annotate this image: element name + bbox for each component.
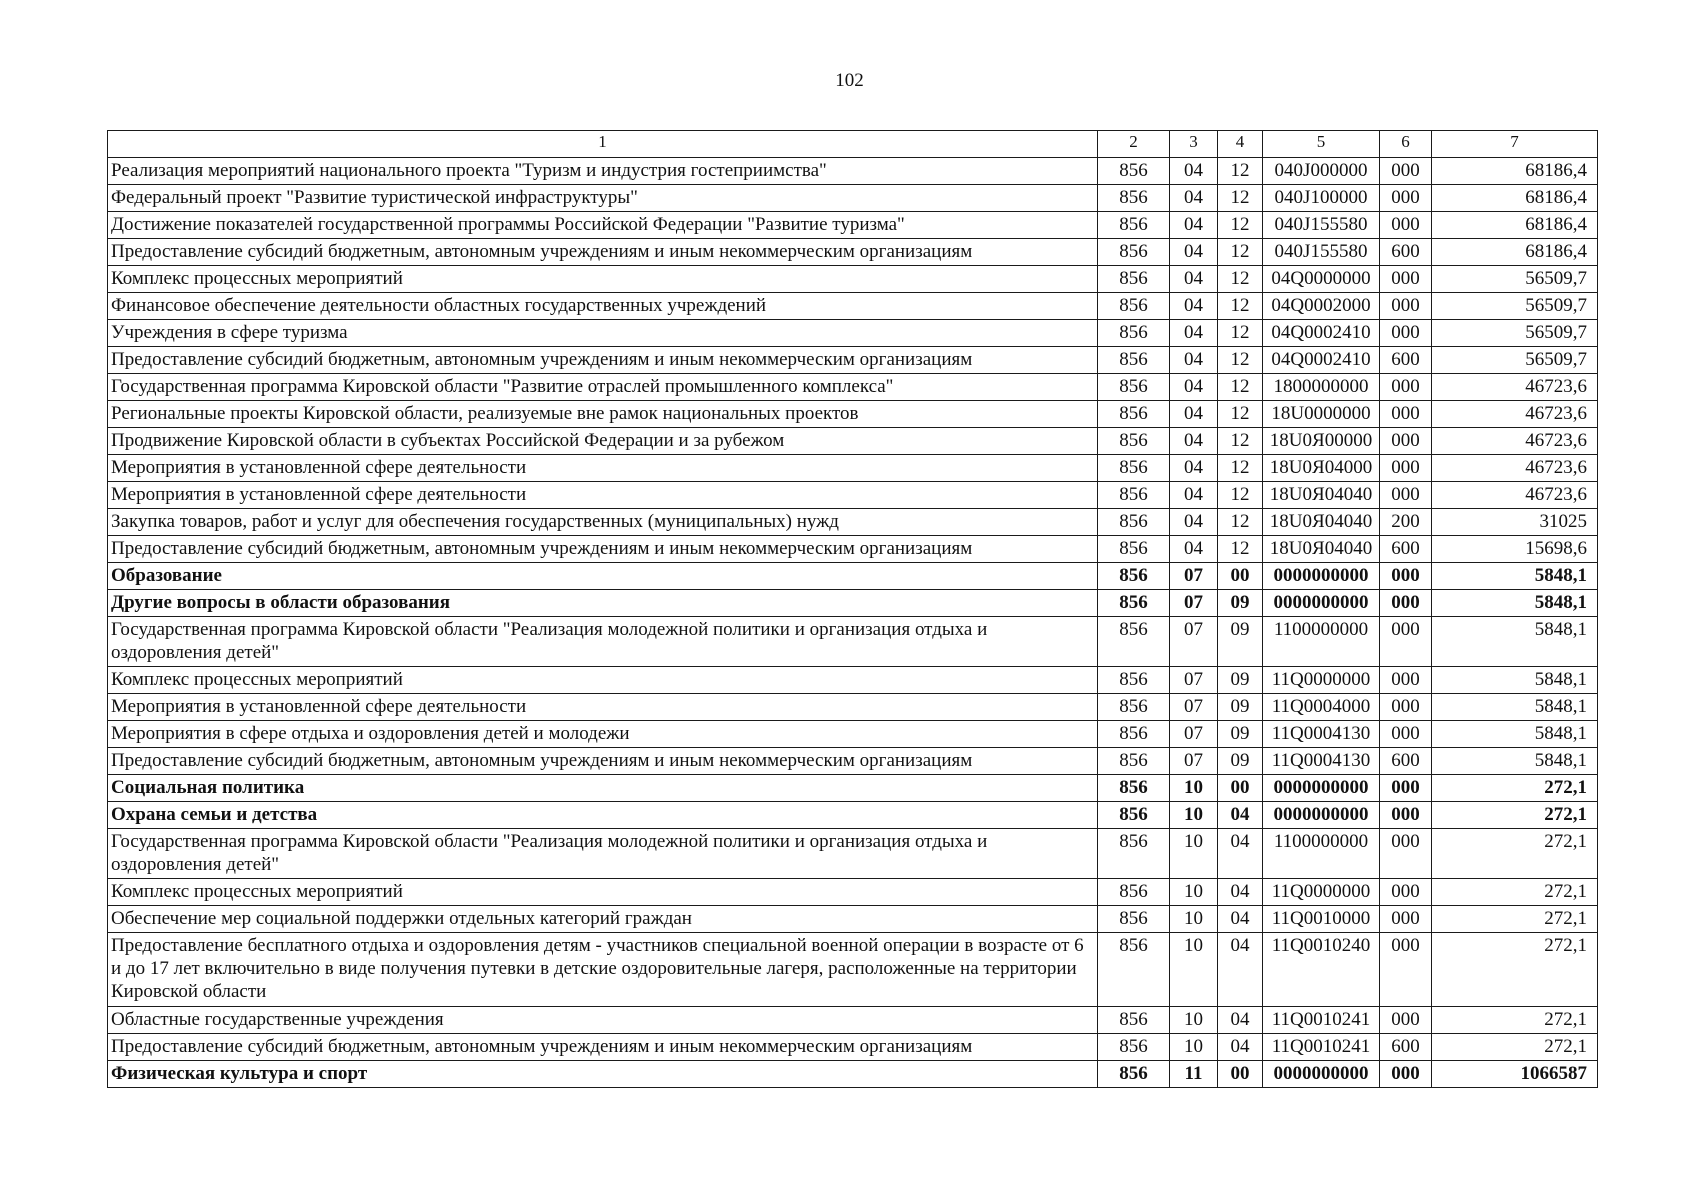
row-name: Мероприятия в установленной сфере деятельности [108,482,1098,509]
row-name: Областные государственные учреждения [108,1007,1098,1034]
row-name: Государственная программа Кировской области "Реализация молодежной политики и организация отдыха и оздоровления детей" [108,829,1098,879]
row-admin-code: 856 [1098,158,1170,185]
row-name: Предоставление субсидий бюджетным, автономным учреждениям и иным некоммерческим организациям [108,347,1098,374]
row-name: Закупка товаров, работ и услуг для обеспечения государственных (муниципальных) нужд [108,509,1098,536]
row-section-code: 07 [1170,721,1218,748]
row-target-article: 1800000000 [1263,374,1380,401]
row-target-article: 040J155580 [1263,212,1380,239]
row-target-article: 04Q0002410 [1263,347,1380,374]
row-expense-type: 000 [1380,563,1432,590]
row-admin-code: 856 [1098,1034,1170,1061]
table-row [108,347,1598,374]
row-subsection-code: 04 [1218,802,1263,829]
table-row [108,536,1598,563]
row-subsection-code: 12 [1218,401,1263,428]
row-amount: 5848,1 [1432,617,1598,667]
row-expense-type: 600 [1380,1034,1432,1061]
row-admin-code: 856 [1098,455,1170,482]
row-subsection-code: 04 [1218,829,1263,879]
row-amount: 5848,1 [1432,694,1598,721]
table-row [108,879,1598,906]
row-name: Физическая культура и спорт [108,1061,1098,1088]
row-subsection-code: 12 [1218,185,1263,212]
row-target-article: 11Q0004130 [1263,748,1380,775]
row-amount: 68186,4 [1432,185,1598,212]
row-admin-code: 856 [1098,667,1170,694]
row-expense-type: 000 [1380,374,1432,401]
row-name: Государственная программа Кировской области "Реализация молодежной политики и организация отдыха и оздоровления детей" [108,617,1098,667]
budget-table [107,130,1598,1088]
row-expense-type: 600 [1380,748,1432,775]
row-expense-type: 000 [1380,879,1432,906]
page-number: 102 [835,70,864,91]
row-section-code: 11 [1170,1061,1218,1088]
table-row [108,775,1598,802]
row-admin-code: 856 [1098,933,1170,1007]
row-section-code: 04 [1170,428,1218,455]
row-subsection-code: 00 [1218,563,1263,590]
table-row [108,482,1598,509]
table-row [108,1034,1598,1061]
row-expense-type: 000 [1380,185,1432,212]
row-subsection-code: 09 [1218,590,1263,617]
row-target-article: 0000000000 [1263,590,1380,617]
row-expense-type: 000 [1380,721,1432,748]
row-section-code: 07 [1170,617,1218,667]
column-header: 7 [1432,131,1598,158]
row-subsection-code: 12 [1218,374,1263,401]
row-name: Региональные проекты Кировской области, реализуемые вне рамок национальных проектов [108,401,1098,428]
row-target-article: 04Q0002410 [1263,320,1380,347]
row-expense-type: 000 [1380,667,1432,694]
row-section-code: 10 [1170,775,1218,802]
row-expense-type: 000 [1380,906,1432,933]
column-header: 3 [1170,131,1218,158]
row-section-code: 07 [1170,748,1218,775]
row-section-code: 04 [1170,401,1218,428]
row-admin-code: 856 [1098,293,1170,320]
row-admin-code: 856 [1098,401,1170,428]
row-target-article: 11Q0010240 [1263,933,1380,1007]
row-subsection-code: 09 [1218,667,1263,694]
row-name: Охрана семьи и детства [108,802,1098,829]
table-row [108,158,1598,185]
row-name: Мероприятия в сфере отдыха и оздоровления детей и молодежи [108,721,1098,748]
column-header: 6 [1380,131,1432,158]
row-expense-type: 600 [1380,347,1432,374]
row-section-code: 04 [1170,536,1218,563]
row-target-article: 11Q0000000 [1263,879,1380,906]
row-amount: 56509,7 [1432,266,1598,293]
row-admin-code: 856 [1098,775,1170,802]
row-subsection-code: 04 [1218,1007,1263,1034]
row-section-code: 10 [1170,879,1218,906]
row-expense-type: 000 [1380,401,1432,428]
row-target-article: 0000000000 [1263,1061,1380,1088]
row-target-article: 04Q0002000 [1263,293,1380,320]
table-row [108,1061,1598,1088]
row-subsection-code: 04 [1218,879,1263,906]
row-amount: 1066587 [1432,1061,1598,1088]
row-amount: 5848,1 [1432,563,1598,590]
row-expense-type: 600 [1380,536,1432,563]
table-row [108,694,1598,721]
row-expense-type: 000 [1380,212,1432,239]
row-amount: 5848,1 [1432,590,1598,617]
row-amount: 31025 [1432,509,1598,536]
row-admin-code: 856 [1098,1061,1170,1088]
row-admin-code: 856 [1098,374,1170,401]
row-section-code: 10 [1170,802,1218,829]
row-admin-code: 856 [1098,185,1170,212]
row-name: Учреждения в сфере туризма [108,320,1098,347]
row-name: Социальная политика [108,775,1098,802]
table-row [108,933,1598,1007]
row-name: Комплекс процессных мероприятий [108,266,1098,293]
row-section-code: 04 [1170,320,1218,347]
row-admin-code: 856 [1098,829,1170,879]
row-subsection-code: 09 [1218,748,1263,775]
table-row [108,1007,1598,1034]
table-row [108,212,1598,239]
row-target-article: 0000000000 [1263,802,1380,829]
table-row [108,563,1598,590]
row-section-code: 10 [1170,1007,1218,1034]
table-row [108,239,1598,266]
row-amount: 68186,4 [1432,158,1598,185]
table-row [108,293,1598,320]
row-admin-code: 856 [1098,428,1170,455]
row-section-code: 04 [1170,347,1218,374]
row-subsection-code: 12 [1218,266,1263,293]
row-name: Финансовое обеспечение деятельности областных государственных учреждений [108,293,1098,320]
row-target-article: 1100000000 [1263,829,1380,879]
table-row [108,667,1598,694]
row-amount: 272,1 [1432,802,1598,829]
row-section-code: 07 [1170,694,1218,721]
row-target-article: 11Q0010241 [1263,1034,1380,1061]
row-section-code: 10 [1170,933,1218,1007]
row-name: Предоставление субсидий бюджетным, автономным учреждениям и иным некоммерческим организациям [108,536,1098,563]
table-row [108,320,1598,347]
row-amount: 56509,7 [1432,320,1598,347]
row-section-code: 07 [1170,563,1218,590]
row-section-code: 04 [1170,482,1218,509]
row-amount: 46723,6 [1432,455,1598,482]
row-target-article: 18U0Я04040 [1263,482,1380,509]
row-admin-code: 856 [1098,320,1170,347]
row-subsection-code: 12 [1218,455,1263,482]
row-admin-code: 856 [1098,536,1170,563]
row-expense-type: 000 [1380,428,1432,455]
row-expense-type: 000 [1380,293,1432,320]
row-subsection-code: 12 [1218,509,1263,536]
row-expense-type: 000 [1380,617,1432,667]
column-header: 1 [108,131,1098,158]
row-section-code: 04 [1170,212,1218,239]
row-subsection-code: 12 [1218,482,1263,509]
row-subsection-code: 12 [1218,239,1263,266]
row-amount: 56509,7 [1432,347,1598,374]
row-expense-type: 000 [1380,1061,1432,1088]
table-row [108,802,1598,829]
row-section-code: 04 [1170,185,1218,212]
table-row [108,428,1598,455]
row-name: Другие вопросы в области образования [108,590,1098,617]
row-name: Предоставление субсидий бюджетным, автономным учреждениям и иным некоммерческим организациям [108,239,1098,266]
table-row [108,401,1598,428]
row-expense-type: 000 [1380,266,1432,293]
row-name: Федеральный проект "Развитие туристической инфраструктуры" [108,185,1098,212]
row-section-code: 10 [1170,906,1218,933]
row-target-article: 11Q0010241 [1263,1007,1380,1034]
row-amount: 272,1 [1432,933,1598,1007]
row-amount: 68186,4 [1432,239,1598,266]
table-row [108,617,1598,667]
row-name: Предоставление субсидий бюджетным, автономным учреждениям и иным некоммерческим организациям [108,748,1098,775]
row-expense-type: 000 [1380,590,1432,617]
table-row [108,509,1598,536]
row-admin-code: 856 [1098,212,1170,239]
row-target-article: 040J000000 [1263,158,1380,185]
row-admin-code: 856 [1098,266,1170,293]
row-amount: 5848,1 [1432,748,1598,775]
row-subsection-code: 04 [1218,933,1263,1007]
row-amount: 272,1 [1432,906,1598,933]
row-target-article: 11Q0010000 [1263,906,1380,933]
row-section-code: 04 [1170,374,1218,401]
row-subsection-code: 04 [1218,1034,1263,1061]
row-name: Образование [108,563,1098,590]
row-expense-type: 000 [1380,829,1432,879]
row-admin-code: 856 [1098,563,1170,590]
table-row [108,266,1598,293]
table-header-row [108,131,1598,158]
column-header: 4 [1218,131,1263,158]
row-amount: 5848,1 [1432,721,1598,748]
table-row [108,906,1598,933]
row-amount: 272,1 [1432,1007,1598,1034]
row-target-article: 040J100000 [1263,185,1380,212]
row-subsection-code: 04 [1218,906,1263,933]
row-admin-code: 856 [1098,347,1170,374]
table-row [108,590,1598,617]
row-expense-type: 000 [1380,694,1432,721]
row-expense-type: 200 [1380,509,1432,536]
column-header: 2 [1098,131,1170,158]
row-subsection-code: 12 [1218,347,1263,374]
row-name: Достижение показателей государственной программы Российской Федерации "Развитие туризма" [108,212,1098,239]
row-subsection-code: 00 [1218,1061,1263,1088]
row-amount: 46723,6 [1432,401,1598,428]
row-name: Государственная программа Кировской области "Развитие отраслей промышленного комплекса" [108,374,1098,401]
row-amount: 272,1 [1432,829,1598,879]
row-target-article: 040J155580 [1263,239,1380,266]
row-name: Обеспечение мер социальной поддержки отдельных категорий граждан [108,906,1098,933]
row-expense-type: 000 [1380,455,1432,482]
row-target-article: 18U0000000 [1263,401,1380,428]
row-amount: 15698,6 [1432,536,1598,563]
row-subsection-code: 12 [1218,293,1263,320]
row-section-code: 04 [1170,293,1218,320]
row-expense-type: 000 [1380,775,1432,802]
row-expense-type: 000 [1380,320,1432,347]
row-admin-code: 856 [1098,590,1170,617]
row-target-article: 1100000000 [1263,617,1380,667]
row-target-article: 18U0Я04000 [1263,455,1380,482]
row-expense-type: 000 [1380,1007,1432,1034]
row-expense-type: 000 [1380,933,1432,1007]
row-amount: 68186,4 [1432,212,1598,239]
row-amount: 46723,6 [1432,428,1598,455]
table-row [108,185,1598,212]
table-row [108,374,1598,401]
column-header: 5 [1263,131,1380,158]
row-target-article: 04Q0000000 [1263,266,1380,293]
row-admin-code: 856 [1098,906,1170,933]
row-name: Мероприятия в установленной сфере деятельности [108,694,1098,721]
row-amount: 46723,6 [1432,482,1598,509]
row-target-article: 18U0Я04040 [1263,536,1380,563]
row-admin-code: 856 [1098,1007,1170,1034]
row-expense-type: 600 [1380,239,1432,266]
row-section-code: 07 [1170,667,1218,694]
row-amount: 5848,1 [1432,667,1598,694]
row-admin-code: 856 [1098,694,1170,721]
row-admin-code: 856 [1098,239,1170,266]
row-section-code: 07 [1170,590,1218,617]
row-section-code: 04 [1170,455,1218,482]
row-admin-code: 856 [1098,879,1170,906]
row-admin-code: 856 [1098,802,1170,829]
row-subsection-code: 12 [1218,212,1263,239]
row-admin-code: 856 [1098,482,1170,509]
row-expense-type: 000 [1380,158,1432,185]
table-row [108,829,1598,879]
row-section-code: 10 [1170,1034,1218,1061]
row-expense-type: 000 [1380,482,1432,509]
row-section-code: 10 [1170,829,1218,879]
row-name: Реализация мероприятий национального проекта "Туризм и индустрия гостеприимства" [108,158,1098,185]
row-section-code: 04 [1170,266,1218,293]
row-name: Комплекс процессных мероприятий [108,667,1098,694]
row-name: Комплекс процессных мероприятий [108,879,1098,906]
row-target-article: 18U0Я00000 [1263,428,1380,455]
table-row [108,748,1598,775]
row-admin-code: 856 [1098,748,1170,775]
row-name: Предоставление бесплатного отдыха и оздоровления детям - участников специальной военной операции в возрасте от 6 и до 17 лет включительно в виде получения путевки в детские оздоровительные лагеря, расположенные на территории Кировской области [108,933,1098,1007]
row-subsection-code: 12 [1218,428,1263,455]
row-admin-code: 856 [1098,617,1170,667]
row-target-article: 0000000000 [1263,563,1380,590]
table-row [108,721,1598,748]
row-amount: 46723,6 [1432,374,1598,401]
row-expense-type: 000 [1380,802,1432,829]
row-subsection-code: 09 [1218,617,1263,667]
row-section-code: 04 [1170,158,1218,185]
row-target-article: 18U0Я04040 [1263,509,1380,536]
row-subsection-code: 09 [1218,721,1263,748]
row-name: Предоставление субсидий бюджетным, автономным учреждениям и иным некоммерческим организациям [108,1034,1098,1061]
row-target-article: 11Q0000000 [1263,667,1380,694]
row-name: Мероприятия в установленной сфере деятельности [108,455,1098,482]
row-subsection-code: 12 [1218,536,1263,563]
row-section-code: 04 [1170,239,1218,266]
row-subsection-code: 12 [1218,320,1263,347]
row-amount: 272,1 [1432,1034,1598,1061]
row-subsection-code: 00 [1218,775,1263,802]
row-subsection-code: 12 [1218,158,1263,185]
row-target-article: 11Q0004130 [1263,721,1380,748]
row-name: Продвижение Кировской области в субъектах Российской Федерации и за рубежом [108,428,1098,455]
row-subsection-code: 09 [1218,694,1263,721]
row-admin-code: 856 [1098,721,1170,748]
table-row [108,455,1598,482]
row-admin-code: 856 [1098,509,1170,536]
row-target-article: 0000000000 [1263,775,1380,802]
row-amount: 56509,7 [1432,293,1598,320]
row-section-code: 04 [1170,509,1218,536]
row-amount: 272,1 [1432,775,1598,802]
row-amount: 272,1 [1432,879,1598,906]
row-target-article: 11Q0004000 [1263,694,1380,721]
